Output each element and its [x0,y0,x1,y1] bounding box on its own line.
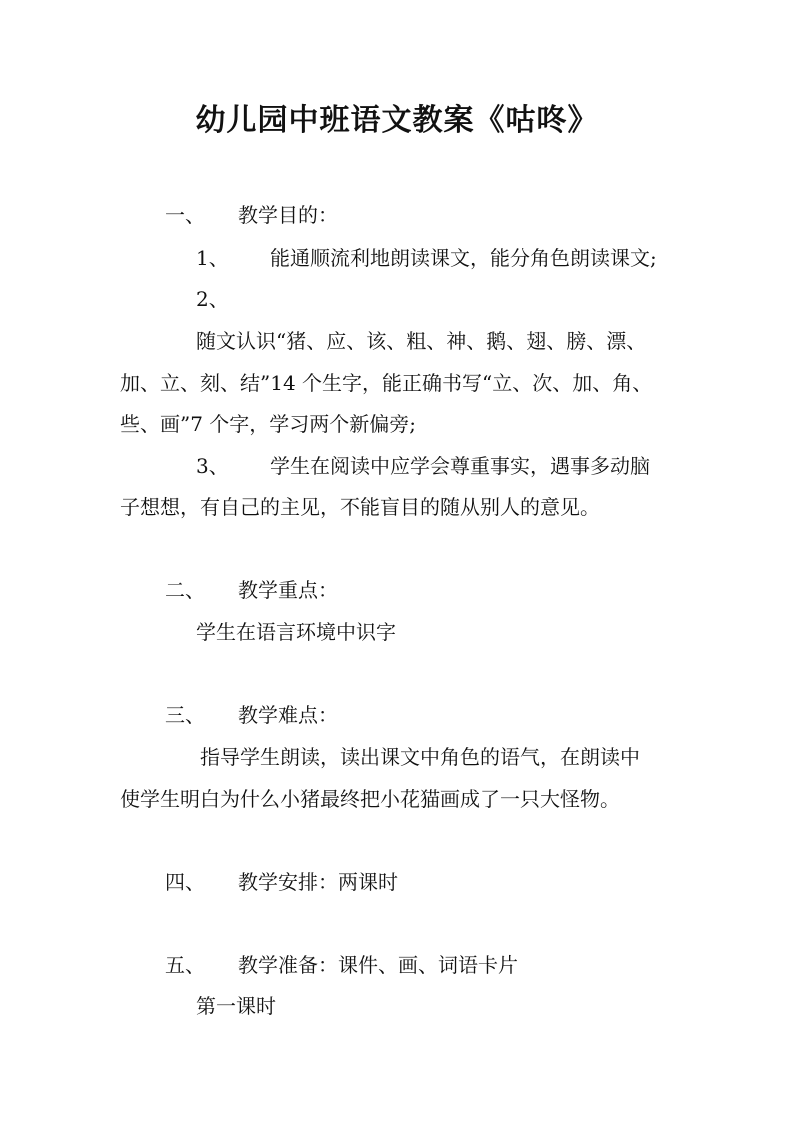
section-5-heading: 教学准备：课件、画、词语卡片 [238,953,518,977]
section-5-number: 五、 [165,953,205,977]
item-2-line-3: 些、画”7 个字，学习两个新偏旁; [120,412,417,436]
page-title: 幼儿园中班语文教案《咕咚》 [195,103,599,138]
section-4-heading: 教学安排：两课时 [238,870,398,894]
item-2-line-1: 随文认识“猪、应、该、粗、神、鹅、翅、膀、漂、 [196,329,647,353]
section-5-subheading: 第一课时 [196,994,276,1018]
item-3-number: 3、 [196,454,229,478]
item-3-line-2: 子想想，有自己的主见，不能盲目的随从别人的意见。 [120,495,600,519]
section-3-line-1: 指导学生朗读，读出课文中角色的语气，在朗读中 [200,745,640,769]
section-4-number: 四、 [165,870,205,894]
section-3-line-2: 使学生明白为什么小猪最终把小花猫画成了一只大怪物。 [120,787,620,811]
item-2-line-2: 加、立、刻、结”14 个生字，能正确书写“立、次、加、角、 [120,371,653,395]
section-3-heading: 教学难点： [238,703,338,727]
section-2-body: 学生在语言环境中识字 [196,620,396,644]
item-3-line-1: 学生在阅读中应学会尊重事实，遇事多动脑 [270,454,650,478]
section-2-number: 二、 [165,578,205,602]
item-1-number: 1、 [196,246,229,270]
item-2-number: 2、 [196,287,229,311]
section-3-number: 三、 [165,703,205,727]
section-1-heading: 教学目的： [238,203,338,227]
section-2-heading: 教学重点： [238,578,338,602]
section-1-number: 一、 [165,203,205,227]
item-1-text: 能通顺流利地朗读课文，能分角色朗读课文; [270,246,657,270]
